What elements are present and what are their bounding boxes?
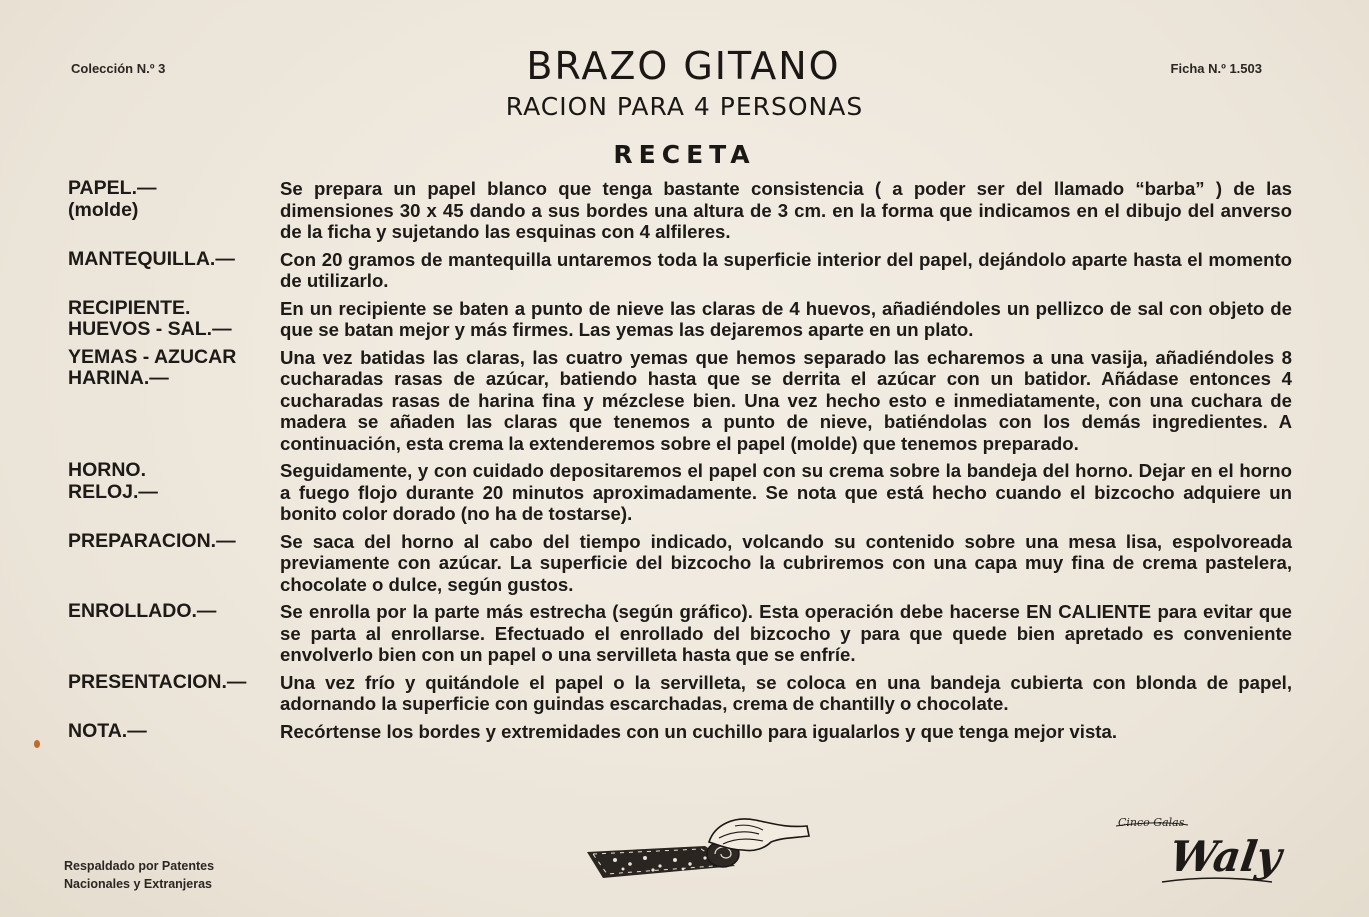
patent-line-1: Respaldado por Patentes	[64, 859, 215, 873]
brand-tagline: Cinco Galas	[1118, 816, 1185, 829]
hand-rolling-sponge-cake-icon	[585, 808, 815, 893]
step-text: Una vez batidas las claras, las cuatro yemas que hemos separado las echaremos a una vasija, añadiéndoles 8 cucharadas rasas de azúcar, batiendo hasta que se derrita el azúcar con un batidor. Añádase entonces 4 cucharadas rasas de harina fina y mézclese bien. Una vez hecho esto e inmediatamente, con una cuchara de madera se añaden las claras que tenemos a punto de nieve, batiéndolas con los demás ingredientes. A continuación, esta crema la extenderemos sobre el papel (molde) que tenemos preparado.	[280, 346, 1292, 454]
step-text: Se prepara un papel blanco que tenga bastante consistencia ( a poder ser del llamado “barba” ) de las dimensiones 30 x 45 dando a sus bordes una altura de 3 cm. en la forma que indicamos en el dibujo del anverso de la ficha y sujetando las esquinas con 4 alfileres.	[280, 178, 1292, 242]
step-row	[68, 531, 1298, 596]
step-row	[68, 601, 1298, 666]
patent-line-2: Nacionales y Extranjeras	[64, 877, 212, 891]
step-row	[68, 721, 1298, 743]
step-label: MANTEQUILLA.—	[68, 247, 235, 270]
step-label: YEMAS - AZUCAR HARINA.—	[68, 345, 237, 389]
step-text: Recórtense los bordes y extremidades con un cuchillo para igualarlos y que tenga mejor vista.	[280, 720, 1117, 742]
step-text: Seguidamente, y con cuidado depositaremos el papel con su crema sobre la bandeja del horno. Dejar en el horno a fuego flojo durante 20 minutos aproximadamente. Se nota que está hecho cuando el bizcocho adquiere un bonito color dorado (no ha de tostarse).	[280, 460, 1292, 524]
step-row	[68, 249, 1298, 292]
step-label: PAPEL.— (molde)	[68, 177, 157, 221]
recipe-subtitle: RACION PARA 4 PERSONAS	[505, 92, 864, 121]
step-text: En un recipiente se baten a punto de nieve las claras de 4 huevos, añadiéndoles un pellizco de sal con objeto de que se batan mejor y más firmes. Las yemas las dejaremos aparte en un plato.	[280, 297, 1292, 340]
recipe-heading: RECETA	[613, 140, 756, 169]
step-text: Se saca del horno al cabo del tiempo indicado, volcando su contenido sobre una mesa lisa, espolvoreada previamente con azúcar. La superficie del bizcocho la cubriremos con una capa muy fina de crema pastelera, chocolate o dulce, según gustos.	[280, 530, 1292, 595]
recipe-title: BRAZO GITANO	[526, 44, 841, 88]
brand-name: Waly	[1166, 832, 1285, 881]
step-row	[68, 460, 1298, 525]
step-label: RECIPIENTE. HUEVOS - SAL.—	[68, 296, 232, 340]
step-label: ENROLLADO.—	[68, 600, 217, 622]
step-text: Con 20 gramos de mantequilla untaremos toda la superficie interior del papel, dejándolo aparte hasta el momento de utilizarlo.	[280, 248, 1292, 291]
recipe-steps	[68, 178, 1298, 748]
collection-number: Colección N.º 3	[71, 61, 166, 76]
step-text: Una vez frío y quitándole el papel o la servilleta, se coloca en una bandeja cubierta con blonda de papel, adornando la superficie con guindas escarchadas, crema de chantilly o chocolate.	[280, 671, 1292, 714]
step-label: PREPARACION.—	[68, 529, 236, 552]
step-label: HORNO. RELOJ.—	[68, 459, 158, 503]
step-label: PRESENTACION.—	[68, 670, 247, 693]
step-row	[68, 347, 1298, 455]
sheet-number: Ficha N.º 1.503	[1170, 61, 1262, 76]
paper-stain	[34, 740, 40, 748]
step-row	[68, 178, 1298, 243]
step-label: NOTA.—	[68, 719, 147, 742]
step-text: Se enrolla por la parte más estrecha (según gráfico). Esta operación debe hacerse EN CALIENTE para evitar que se parta al enrollarse. Efectuado el enrollado del bizcocho y para que quede bien apretado es conveniente envolverlo bien con un papel o una servilleta hasta que se enfríe.	[280, 601, 1292, 665]
step-row	[68, 298, 1298, 341]
patent-note	[64, 857, 214, 893]
step-row	[68, 672, 1298, 715]
